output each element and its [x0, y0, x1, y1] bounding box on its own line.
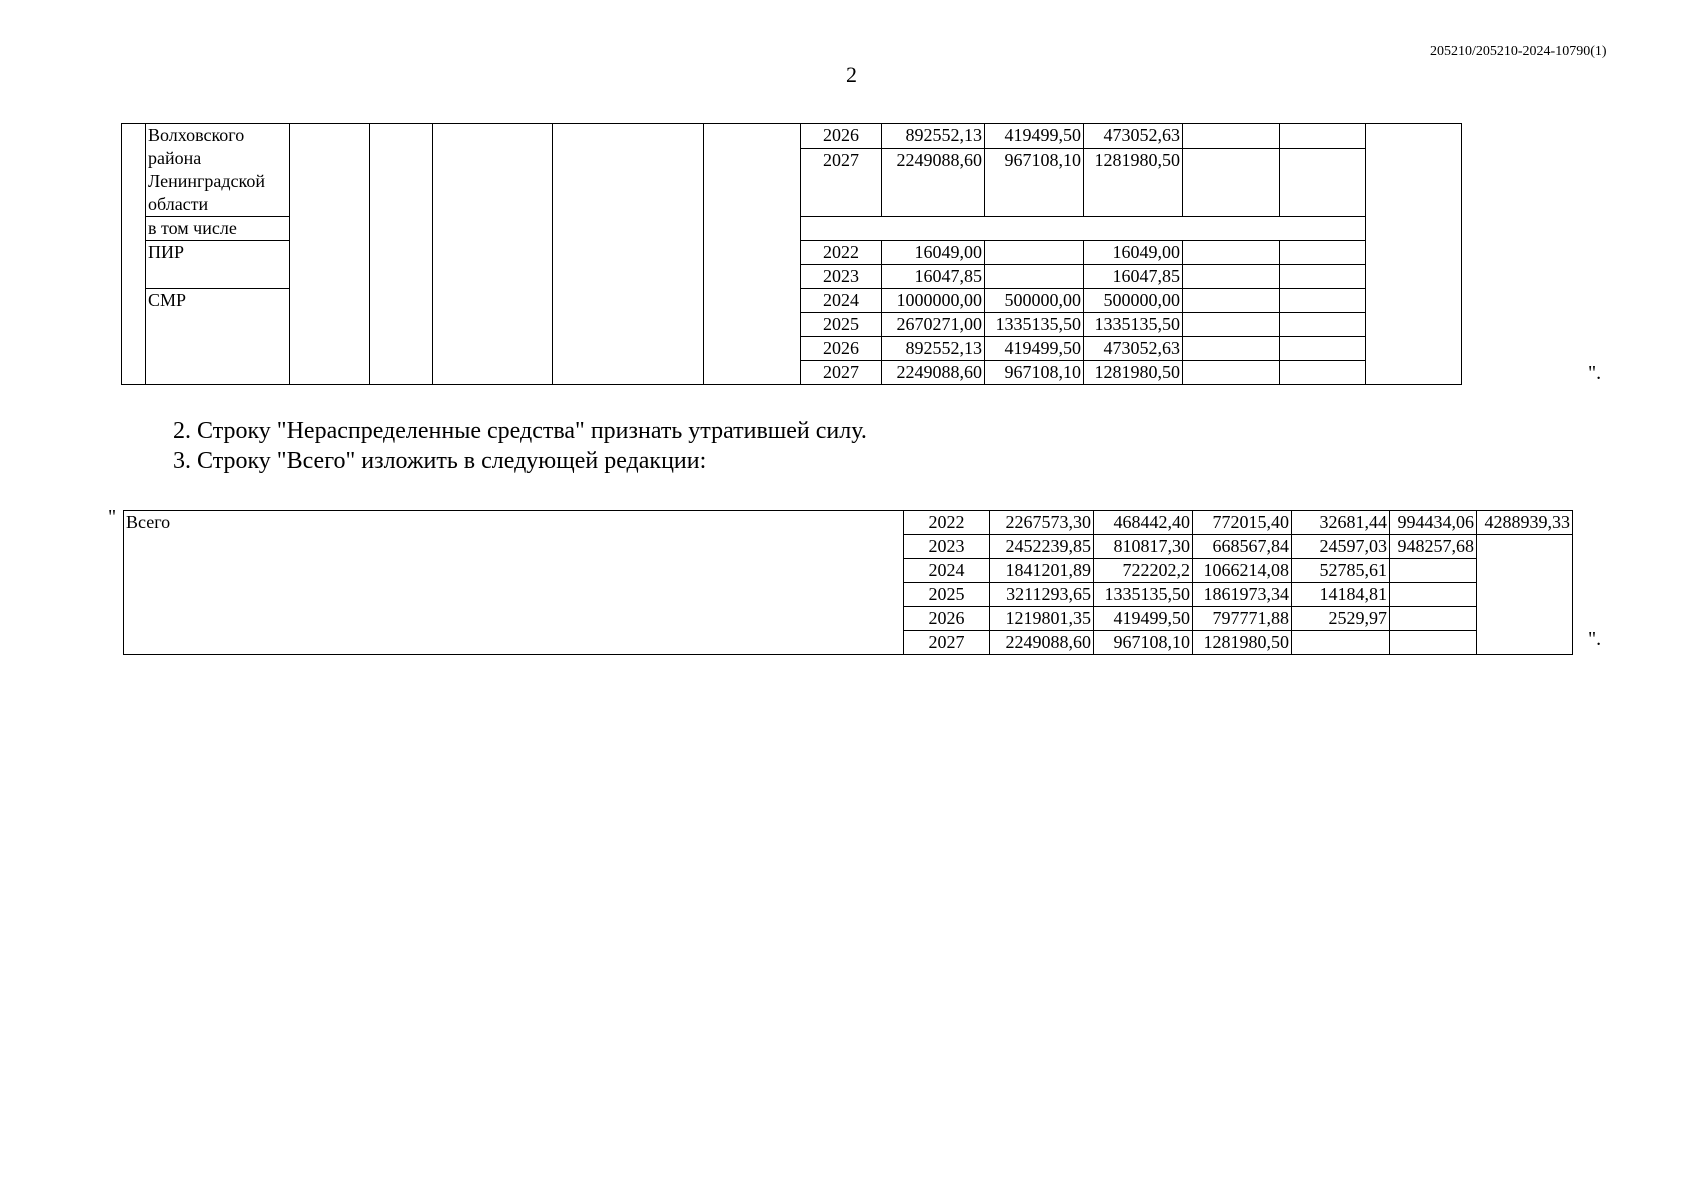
- value-cell: [1183, 265, 1280, 289]
- year-cell: 2025: [801, 313, 882, 337]
- closing-quote: ".: [1588, 362, 1602, 384]
- value-cell: 500000,00: [985, 289, 1084, 313]
- pir-label: ПИР: [146, 241, 290, 289]
- value-cell: 14184,81: [1292, 583, 1390, 607]
- value-cell: [1390, 559, 1477, 583]
- value-cell: [1292, 631, 1390, 655]
- opening-quote: ": [108, 506, 117, 528]
- blank-cell: [1366, 124, 1462, 385]
- value-cell: 1335135,50: [985, 313, 1084, 337]
- district-name-cell: [146, 124, 290, 217]
- value-cell: 1281980,50: [1084, 148, 1183, 216]
- year-cell: 2027: [801, 361, 882, 385]
- closing-quote: ".: [1588, 628, 1602, 650]
- value-cell: [1390, 583, 1477, 607]
- year-cell: 2026: [904, 607, 990, 631]
- blank-cell: [553, 124, 704, 385]
- value-cell: [1280, 241, 1366, 265]
- value-cell: 1335135,50: [1084, 313, 1183, 337]
- value-cell: 16047,85: [882, 265, 985, 289]
- district-name-line: Волховского: [148, 125, 245, 145]
- value-cell: 473052,63: [1084, 124, 1183, 149]
- value-cell: 2249088,60: [882, 148, 985, 216]
- value-cell: 1219801,35: [990, 607, 1094, 631]
- in-including-label: в том числе: [146, 217, 290, 241]
- value-cell: [1390, 607, 1477, 631]
- budget-table-continuation: [121, 123, 1462, 385]
- value-cell: 1335135,50: [1094, 583, 1193, 607]
- total-table: [123, 510, 1573, 655]
- year-cell: 2027: [904, 631, 990, 655]
- value-cell: 2452239,85: [990, 535, 1094, 559]
- smr-label: СМР: [146, 289, 290, 385]
- value-cell: 1000000,00: [882, 289, 985, 313]
- value-cell: [1280, 148, 1366, 216]
- value-cell: 668567,84: [1193, 535, 1292, 559]
- value-cell: [1183, 124, 1280, 149]
- value-cell: 419499,50: [1094, 607, 1193, 631]
- value-cell: 32681,44: [1292, 511, 1390, 535]
- value-cell: 967108,10: [985, 361, 1084, 385]
- value-cell: [1280, 313, 1366, 337]
- year-cell: 2023: [801, 265, 882, 289]
- value-cell: 967108,10: [1094, 631, 1193, 655]
- value-cell: 810817,30: [1094, 535, 1193, 559]
- paragraph-item-2: 2. Строку "Нераспределенные средства" признать утратившей силу.: [173, 418, 867, 444]
- value-cell: 2267573,30: [990, 511, 1094, 535]
- blank-cell: [290, 124, 370, 385]
- value-cell: 419499,50: [985, 124, 1084, 149]
- value-cell: [1183, 361, 1280, 385]
- spacer-row: [801, 217, 1366, 241]
- value-cell: 948257,68: [1390, 535, 1477, 559]
- page-number: 2: [846, 62, 857, 87]
- year-cell: 2024: [801, 289, 882, 313]
- blank-cell: [370, 124, 433, 385]
- value-cell: 16049,00: [1084, 241, 1183, 265]
- value-cell: 1281980,50: [1193, 631, 1292, 655]
- value-cell: 473052,63: [1084, 337, 1183, 361]
- value-cell: 419499,50: [985, 337, 1084, 361]
- value-cell: [985, 241, 1084, 265]
- value-cell: 1841201,89: [990, 559, 1094, 583]
- value-cell: [1280, 289, 1366, 313]
- value-cell: 2529,97: [1292, 607, 1390, 631]
- value-cell: 16049,00: [882, 241, 985, 265]
- value-cell: [1183, 313, 1280, 337]
- value-cell: 722202,2: [1094, 559, 1193, 583]
- value-cell: 994434,06: [1390, 511, 1477, 535]
- blank-cell: [122, 124, 146, 385]
- value-cell: [1390, 631, 1477, 655]
- value-cell: [1183, 289, 1280, 313]
- blank-cell: [704, 124, 801, 385]
- value-cell: 2670271,00: [882, 313, 985, 337]
- value-cell: [985, 265, 1084, 289]
- value-cell: 4288939,33: [1477, 511, 1573, 535]
- year-cell: 2025: [904, 583, 990, 607]
- value-cell: 2249088,60: [990, 631, 1094, 655]
- blank-cell: [1477, 535, 1573, 655]
- value-cell: 16047,85: [1084, 265, 1183, 289]
- value-cell: 500000,00: [1084, 289, 1183, 313]
- document-id: 205210/205210-2024-10790(1): [1430, 44, 1607, 59]
- value-cell: 468442,40: [1094, 511, 1193, 535]
- value-cell: [1280, 337, 1366, 361]
- value-cell: [1280, 361, 1366, 385]
- value-cell: 24597,03: [1292, 535, 1390, 559]
- value-cell: 1066214,08: [1193, 559, 1292, 583]
- value-cell: 1281980,50: [1084, 361, 1183, 385]
- year-cell: 2024: [904, 559, 990, 583]
- year-cell: 2026: [801, 124, 882, 149]
- value-cell: 1861973,34: [1193, 583, 1292, 607]
- year-cell: 2022: [904, 511, 990, 535]
- value-cell: [1183, 241, 1280, 265]
- year-cell: 2026: [801, 337, 882, 361]
- value-cell: 797771,88: [1193, 607, 1292, 631]
- blank-cell: [433, 124, 553, 385]
- district-name-line: района: [148, 148, 202, 168]
- year-cell: 2023: [904, 535, 990, 559]
- year-cell: 2027: [801, 148, 882, 216]
- value-cell: [1183, 148, 1280, 216]
- value-cell: 967108,10: [985, 148, 1084, 216]
- value-cell: 772015,40: [1193, 511, 1292, 535]
- district-name-line: области: [148, 194, 209, 214]
- total-label: Всего: [124, 511, 904, 655]
- value-cell: 3211293,65: [990, 583, 1094, 607]
- year-cell: 2022: [801, 241, 882, 265]
- district-name-line: Ленинградской: [148, 171, 265, 191]
- value-cell: 2249088,60: [882, 361, 985, 385]
- value-cell: [1280, 124, 1366, 149]
- value-cell: 892552,13: [882, 124, 985, 149]
- value-cell: [1280, 265, 1366, 289]
- value-cell: 52785,61: [1292, 559, 1390, 583]
- value-cell: 892552,13: [882, 337, 985, 361]
- paragraph-item-3: 3. Строку "Всего" изложить в следующей редакции:: [173, 448, 707, 474]
- value-cell: [1183, 337, 1280, 361]
